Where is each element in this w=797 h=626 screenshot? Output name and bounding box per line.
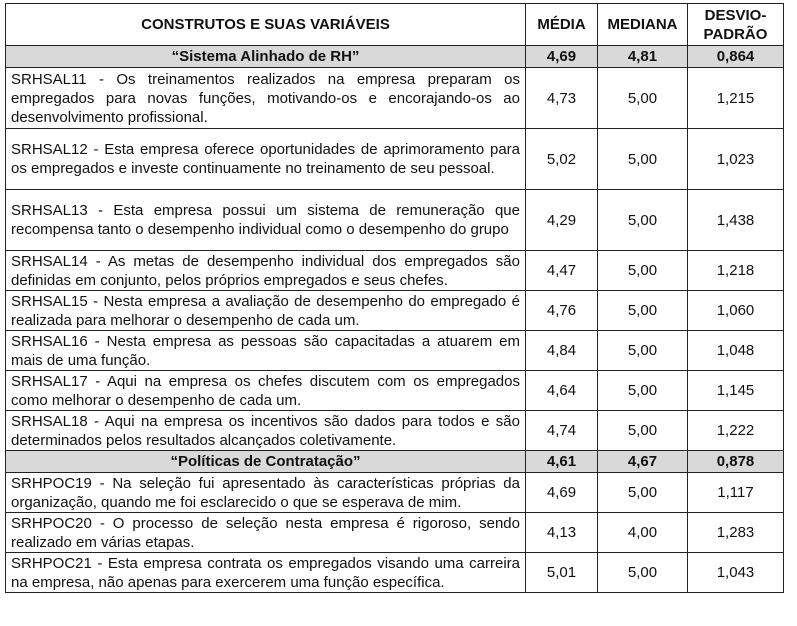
item-text: SRHSAL17 - Aqui na empresa os chefes discutem com os empregados como melhorar o desempenho de cada um. bbox=[6, 371, 526, 411]
item-text: SRHSAL18 - Aqui na empresa os incentivos são dados para todos e são determinados pelos resultados alcançados coletivamente. bbox=[6, 411, 526, 451]
table-row bbox=[6, 291, 784, 331]
item-text: SRHPOC20 - O processo de seleção nesta empresa é rigoroso, sendo realizado em várias etapas. bbox=[6, 513, 526, 553]
item-text: SRHSAL15 - Nesta empresa a avaliação de desempenho do empregado é realizada para melhorar o desempenho de cada um. bbox=[6, 291, 526, 331]
item-mediana: 4,00 bbox=[598, 513, 688, 553]
item-media: 5,02 bbox=[526, 129, 598, 190]
item-desvio: 1,048 bbox=[688, 331, 784, 371]
group-media: 4,69 bbox=[526, 46, 598, 68]
item-media: 4,13 bbox=[526, 513, 598, 553]
table-row bbox=[6, 190, 784, 251]
item-media: 4,69 bbox=[526, 473, 598, 513]
item-mediana: 5,00 bbox=[598, 291, 688, 331]
item-media: 4,84 bbox=[526, 331, 598, 371]
header-desvio: DESVIO-PADRÃO bbox=[688, 4, 784, 46]
group-title: “Sistema Alinhado de RH” bbox=[6, 46, 526, 68]
item-text: SRHSAL14 - As metas de desempenho individual dos empregados são definidas em conjunto, pelos próprios empregados e seus chefes. bbox=[6, 251, 526, 291]
item-media: 5,01 bbox=[526, 553, 598, 593]
item-text: SRHSAL12 - Esta empresa oferece oportunidades de aprimoramento para os empregados e investe continuamente no treinamento de seu pessoal. bbox=[6, 129, 526, 190]
item-media: 4,29 bbox=[526, 190, 598, 251]
item-mediana: 5,00 bbox=[598, 190, 688, 251]
item-text: SRHSAL16 - Nesta empresa as pessoas são capacitadas a atuarem em mais de uma função. bbox=[6, 331, 526, 371]
header-mediana: MEDIANA bbox=[598, 4, 688, 46]
item-desvio: 1,222 bbox=[688, 411, 784, 451]
item-desvio: 1,218 bbox=[688, 251, 784, 291]
group-row-politicas bbox=[6, 451, 784, 473]
group-media: 4,61 bbox=[526, 451, 598, 473]
item-desvio: 1,117 bbox=[688, 473, 784, 513]
item-text: SRHPOC21 - Esta empresa contrata os empregados visando uma carreira na empresa, não apenas para exercerem uma função específica. bbox=[6, 553, 526, 593]
item-text: SRHSAL11 - Os treinamentos realizados na empresa preparam os empregados para novas funções, motivando-os e encorajando-os ao desenvolvimento profissional. bbox=[6, 68, 526, 129]
item-desvio: 1,023 bbox=[688, 129, 784, 190]
item-desvio: 1,438 bbox=[688, 190, 784, 251]
item-text: SRHPOC19 - Na seleção fui apresentado às características próprias da organização, quando me foi esclarecido o que se esperava de mim. bbox=[6, 473, 526, 513]
item-desvio: 1,215 bbox=[688, 68, 784, 129]
item-mediana: 5,00 bbox=[598, 411, 688, 451]
group-row-sistema bbox=[6, 46, 784, 68]
group-desvio: 0,864 bbox=[688, 46, 784, 68]
table-row bbox=[6, 331, 784, 371]
table-row bbox=[6, 251, 784, 291]
item-media: 4,73 bbox=[526, 68, 598, 129]
item-mediana: 5,00 bbox=[598, 331, 688, 371]
group-mediana: 4,67 bbox=[598, 451, 688, 473]
table-row bbox=[6, 68, 784, 129]
table-row bbox=[6, 513, 784, 553]
item-media: 4,74 bbox=[526, 411, 598, 451]
group-desvio: 0,878 bbox=[688, 451, 784, 473]
item-desvio: 1,060 bbox=[688, 291, 784, 331]
item-text: SRHSAL13 - Esta empresa possui um sistema de remuneração que recompensa tanto o desempenho individual como o desempenho do grupo bbox=[6, 190, 526, 251]
table-row bbox=[6, 371, 784, 411]
item-mediana: 5,00 bbox=[598, 251, 688, 291]
table-row bbox=[6, 411, 784, 451]
table-row bbox=[6, 129, 784, 190]
item-media: 4,47 bbox=[526, 251, 598, 291]
item-media: 4,64 bbox=[526, 371, 598, 411]
item-desvio: 1,145 bbox=[688, 371, 784, 411]
item-desvio: 1,283 bbox=[688, 513, 784, 553]
statistics-table bbox=[5, 3, 784, 593]
header-row bbox=[6, 4, 784, 46]
item-mediana: 5,00 bbox=[598, 129, 688, 190]
table-row bbox=[6, 553, 784, 593]
header-construct: CONSTRUTOS E SUAS VARIÁVEIS bbox=[6, 4, 526, 46]
item-mediana: 5,00 bbox=[598, 473, 688, 513]
group-title: “Políticas de Contratação” bbox=[6, 451, 526, 473]
item-mediana: 5,00 bbox=[598, 371, 688, 411]
table-row bbox=[6, 473, 784, 513]
item-media: 4,76 bbox=[526, 291, 598, 331]
item-desvio: 1,043 bbox=[688, 553, 784, 593]
item-mediana: 5,00 bbox=[598, 68, 688, 129]
header-media: MÉDIA bbox=[526, 4, 598, 46]
item-mediana: 5,00 bbox=[598, 553, 688, 593]
group-mediana: 4,81 bbox=[598, 46, 688, 68]
